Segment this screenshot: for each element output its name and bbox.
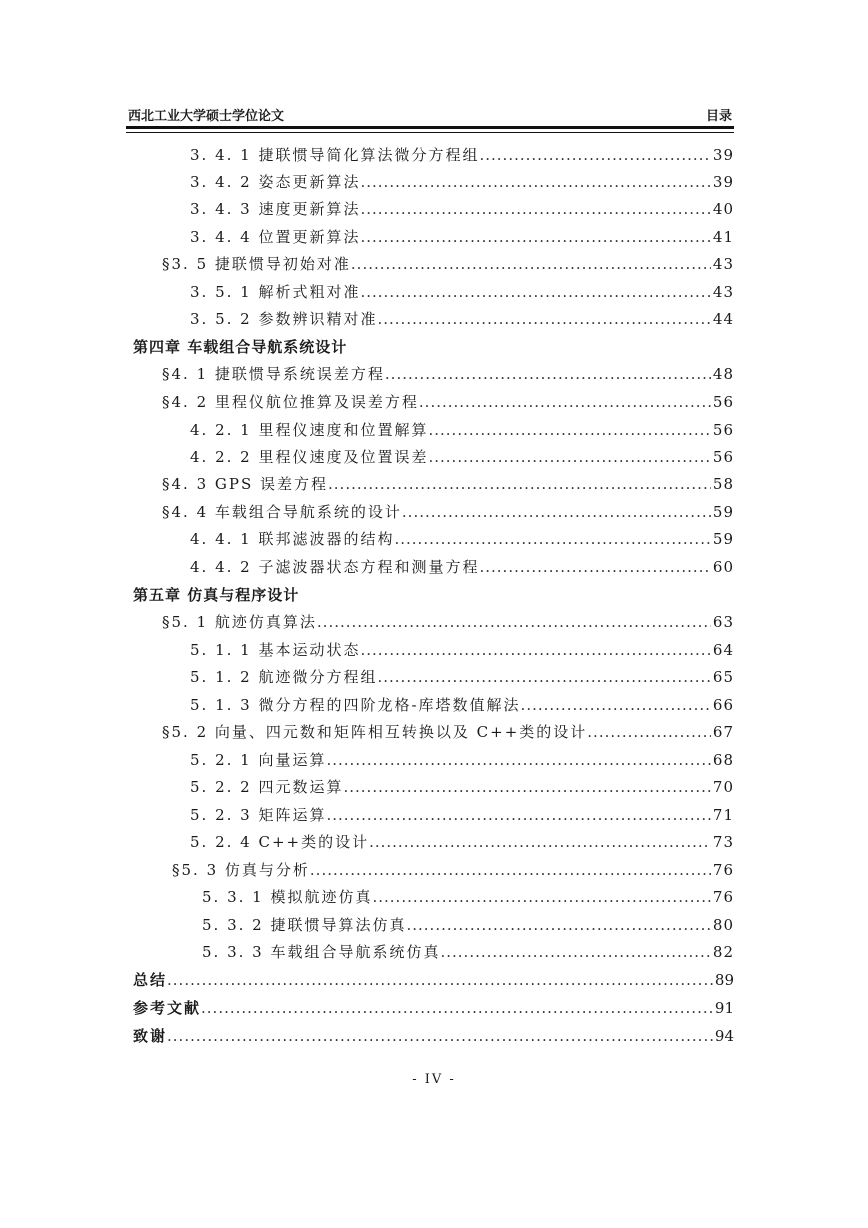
toc-entry-title: 4. 2. 1 里程仪速度和位置解算 — [190, 421, 429, 439]
toc-entry-page: 76 — [712, 861, 734, 879]
leader-dots — [406, 916, 710, 934]
toc-entry — [190, 776, 734, 800]
toc-entry — [190, 226, 734, 250]
toc-entry-title: 5. 1. 1 基本运动状态 — [190, 641, 361, 659]
toc-entry-page: 71 — [712, 806, 734, 824]
toc-entry-page: 68 — [712, 751, 734, 769]
toc-entry — [172, 859, 734, 883]
toc-entry-title: 5. 2. 1 向量运算 — [190, 751, 327, 769]
leader-dots — [402, 503, 711, 521]
leader-dots — [310, 861, 711, 879]
toc-entry-page: 40 — [712, 200, 734, 218]
toc-entry-title: 5. 3. 1 模拟航迹仿真 — [202, 888, 373, 906]
toc-entry-page: 58 — [712, 475, 734, 493]
leader-dots — [360, 173, 710, 191]
toc-entry-title: 3. 4. 1 捷联惯导简化算法微分方程组 — [190, 146, 480, 164]
leader-dots — [479, 146, 710, 164]
toc-entry — [190, 419, 734, 443]
toc-entry-title: §5. 1 航迹仿真算法 — [162, 613, 317, 631]
toc-entry — [190, 749, 734, 773]
leader-dots — [479, 558, 710, 576]
toc-entry — [190, 639, 734, 663]
page-number: - IV - — [412, 1072, 456, 1087]
toc-entry-page: 43 — [712, 283, 734, 301]
leader-dots — [394, 530, 710, 548]
leader-dots — [385, 365, 711, 383]
toc-entry-page: 56 — [712, 393, 734, 411]
running-head-title: 西北工业大学硕士学位论文 — [128, 109, 285, 124]
toc-entry — [190, 281, 734, 305]
toc-entry-page: 91 — [714, 999, 734, 1017]
toc-entry — [202, 914, 734, 938]
toc-entry-title: 5. 1. 2 航迹微分方程组 — [190, 668, 378, 686]
toc-entry — [190, 308, 734, 332]
toc-entry-page: 63 — [712, 613, 734, 631]
leader-dots — [440, 943, 710, 961]
toc-entry-page: 73 — [712, 833, 734, 851]
leader-dots — [428, 448, 710, 466]
toc-entry — [162, 253, 734, 277]
toc-entry-page: 76 — [712, 888, 734, 906]
leader-dots — [377, 668, 710, 686]
header-rule-thin — [126, 132, 734, 133]
toc-entry — [133, 997, 734, 1021]
toc-entry — [190, 556, 734, 580]
running-head — [128, 105, 732, 125]
toc-entry — [190, 528, 734, 552]
leader-dots — [351, 255, 711, 273]
leader-dots — [360, 200, 710, 218]
toc-entry-page: 80 — [712, 916, 734, 934]
toc-entry — [162, 473, 734, 497]
leader-dots — [317, 613, 711, 631]
toc-entry-title: §5. 3 仿真与分析 — [172, 861, 310, 879]
toc-entry-page: 48 — [712, 365, 734, 383]
toc-entry-page: 59 — [712, 503, 734, 521]
toc-entry-page: 43 — [712, 255, 734, 273]
leader-dots — [428, 421, 710, 439]
toc-entry-page: 94 — [714, 1027, 734, 1045]
leader-dots — [167, 971, 713, 989]
toc-entry-title: 3. 4. 2 姿态更新算法 — [190, 173, 361, 191]
toc-entry-title: §3. 5 捷联惯导初始对准 — [162, 255, 351, 273]
toc-entry — [133, 1025, 734, 1049]
leader-dots — [328, 475, 711, 493]
toc-entry-title: 3. 5. 1 解析式粗对准 — [190, 283, 361, 301]
chapter-heading: 第四章 车载组合导航系统设计 — [133, 338, 348, 356]
toc-entry-title: 4. 4. 1 联邦滤波器的结构 — [190, 530, 395, 548]
toc-entry-page: 56 — [712, 421, 734, 439]
toc-entry-page: 65 — [712, 668, 734, 686]
toc-entry-page: 59 — [712, 530, 734, 548]
toc-entry-page: 70 — [712, 778, 734, 796]
toc-entry-title: 参考文献 — [133, 999, 202, 1017]
toc-entry — [190, 144, 734, 168]
toc-entry-title: 3. 5. 2 参数辨识精对准 — [190, 310, 378, 328]
leader-dots — [521, 696, 711, 714]
toc-entry — [190, 804, 734, 828]
toc-entry-page: 67 — [712, 723, 734, 741]
toc-entry-title: §4. 4 车载组合导航系统的设计 — [162, 503, 402, 521]
toc-entry — [162, 501, 734, 525]
leader-dots — [360, 641, 710, 659]
toc-entry-page: 39 — [712, 146, 734, 164]
toc-entry — [190, 694, 734, 718]
leader-dots — [377, 310, 710, 328]
toc-entry — [190, 198, 734, 222]
toc-entry-title: 5. 3. 3 车载组合导航系统仿真 — [202, 943, 441, 961]
toc-entry — [162, 363, 734, 387]
toc-entry-title: §4. 2 里程仪航位推算及误差方程 — [162, 393, 419, 411]
toc-entry-title: 3. 4. 4 位置更新算法 — [190, 228, 361, 246]
leader-dots — [419, 393, 711, 411]
leader-dots — [587, 723, 711, 741]
leader-dots — [343, 778, 710, 796]
toc-entry-page: 39 — [712, 173, 734, 191]
leader-dots — [201, 999, 713, 1017]
toc-entry — [133, 969, 734, 993]
toc-entry-title: 总结 — [133, 971, 168, 989]
toc-entry-title: 致谢 — [133, 1027, 168, 1045]
leader-dots — [326, 806, 710, 824]
toc-entry — [190, 666, 734, 690]
leader-dots — [360, 283, 710, 301]
toc-entry — [162, 611, 734, 635]
toc-entry-title: 3. 4. 3 速度更新算法 — [190, 200, 361, 218]
toc-entry-page: 82 — [712, 943, 734, 961]
toc-entry-title: 5. 2. 2 四元数运算 — [190, 778, 344, 796]
header-rule-thick — [126, 126, 734, 129]
toc-entry-title: 5. 2. 3 矩阵运算 — [190, 806, 327, 824]
toc-entry — [202, 886, 734, 910]
leader-dots — [369, 833, 711, 851]
toc-entry-title: §4. 1 捷联惯导系统误差方程 — [162, 365, 385, 383]
toc-entry-page: 56 — [712, 448, 734, 466]
toc-entry-title: 4. 2. 2 里程仪速度及位置误差 — [190, 448, 429, 466]
leader-dots — [326, 751, 710, 769]
toc-entry-title: 5. 2. 4 C++类的设计 — [190, 833, 370, 851]
toc-entry-title: 5. 3. 2 捷联惯导算法仿真 — [202, 916, 407, 934]
toc-entry-page: 89 — [714, 971, 734, 989]
toc-entry — [190, 446, 734, 470]
toc-entry — [190, 831, 734, 855]
toc-entry — [162, 721, 734, 745]
leader-dots — [360, 228, 710, 246]
toc-entry-page: 41 — [712, 228, 734, 246]
leader-dots — [372, 888, 710, 906]
running-head-section: 目录 — [705, 109, 732, 124]
toc-entry-page: 60 — [712, 558, 734, 576]
toc-entry-title: 4. 4. 2 子滤波器状态方程和测量方程 — [190, 558, 480, 576]
toc-entry-page: 64 — [712, 641, 734, 659]
toc-entry — [162, 391, 734, 415]
chapter-heading: 第五章 仿真与程序设计 — [133, 586, 300, 604]
toc-entry-title: §4. 3 GPS 误差方程 — [162, 475, 329, 493]
toc-entry — [190, 171, 734, 195]
leader-dots — [167, 1027, 713, 1045]
toc-entry-title: 5. 1. 3 微分方程的四阶龙格-库塔数值解法 — [190, 696, 521, 714]
toc-entry-page: 44 — [712, 310, 734, 328]
toc-entry-page: 66 — [712, 696, 734, 714]
toc-entry-title: §5. 2 向量、四元数和矩阵相互转换以及 C++类的设计 — [162, 723, 588, 741]
toc-entry — [202, 941, 734, 965]
